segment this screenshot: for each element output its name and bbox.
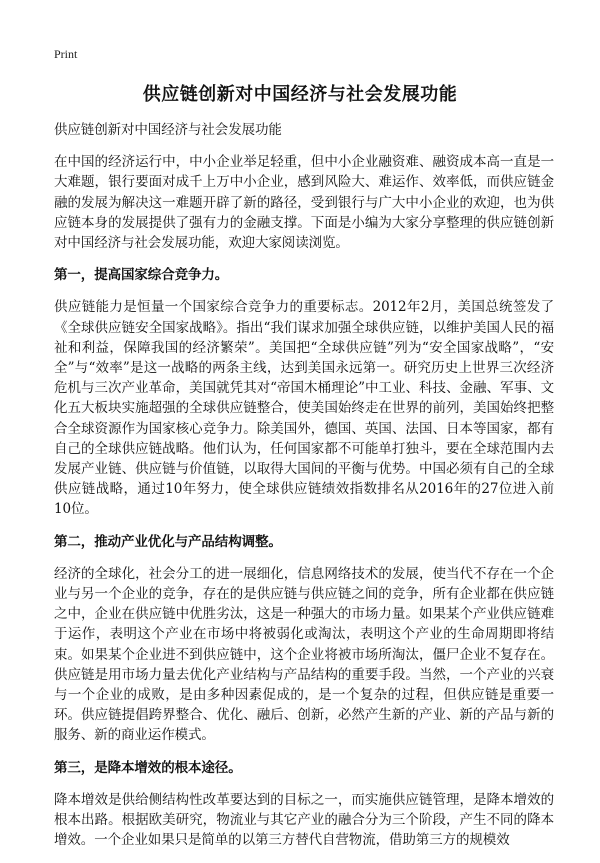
- section-heading-1: 第一，提高国家综合竞争力。: [54, 267, 229, 284]
- section-heading-2: 第二，推动产业优化与产品结构调整。: [54, 533, 282, 550]
- intro-paragraph: 在中国的经济运行中，中小企业举足轻重，但中小企业融资难、融资成本高一直是一大难题，银行要面对成千上万中小企业，感到风险大、难运作、效率低，而供应链金融的发展为解决这一难题开辟了新的路径，受到银行与广大中小企业的欢迎，也为供应链本身的发展提供了强有力的金融支撑。下面是小编为大家分享整理的供应链创新对中国经济与社会发展功能，欢迎大家阅读浏览。: [54, 154, 554, 252]
- section-heading-3: 第三，是降本增效的根本途径。: [54, 759, 242, 776]
- page-title: 供应链创新对中国经济与社会发展功能: [142, 84, 458, 105]
- section-body-3: 降本增效是供给侧结构性改革要达到的目标之一，而实施供应链管理，是降本增效的根本出路。根据欧美研究，物流业与其它产业的融合分为三个阶段，产生不同的降本增效。一个企业如果只是简单的以第三方替代自营物流，借助第三方的规模效: [54, 791, 554, 849]
- section-body-1: 供应链能力是恒量一个国家综合竞争力的重要标志。2012年2月，美国总统签发了《全球供应链安全国家战略》。指出“我们谋求加强全球供应链，以维护美国人民的福祉和利益，保障我国的经济繁荣”。美国把“全球供应链”列为“安全国家战略”，“安全”与“效率”是这一战略的两条主线，达到美国永远第一。研究历史上世界三次经济危机与三次产业革命，美国就凭其对“帝国木桶理论”中工业、科技、金融、军事、文化五大板块实施超强的全球供应链整合，使美国始终走在世界的前列，美国始终把整合全球资源作为国家核心竞争力。除美国外，德国、英国、法国、日本等国家，都有自己的全球供应链战略。他们认为，任何国家都不可能单打独斗，要在全球范围内去发展产业链、供应链与价值链，以取得大国间的平衡与优势。中国必须有自己的全球供应链战略，通过10年努力，使全球供应链绩效指数排名从2016年的27位进入前10位。: [54, 299, 554, 518]
- subtitle: 供应链创新对中国经济与社会发展功能: [54, 122, 282, 138]
- section-body-2: 经济的全球化，社会分工的进一展细化，信息网络技术的发展，使当代不存在一个企业与另一个企业的竞争，存在的是供应链与供应链之间的竞争，所有企业都在供应链之中，企业在供应链中优胜劣汰，这是一种强大的市场力量。如果某个产业供应链难于运作，表明这个产业在市场中将被弱化或淘汰，表明这个产业的生命周期即将结束。如果某个企业进不到供应链中，这个企业将被市场所淘汰，僵尸企业不复存在。供应链是用市场力量去优化产业结构与产品结构的重要手段。当然，一个产业的兴衰与一个企业的成败，是由多种因素促成的，是一个复杂的过程，但供应链是重要一环。供应链提倡跨界整合、优化、融后、创新，必然产生新的产业、新的产品与新的服务、新的商业运作模式。: [54, 565, 554, 744]
- document-body: [54, 120, 554, 863]
- print-label: Print: [54, 47, 78, 61]
